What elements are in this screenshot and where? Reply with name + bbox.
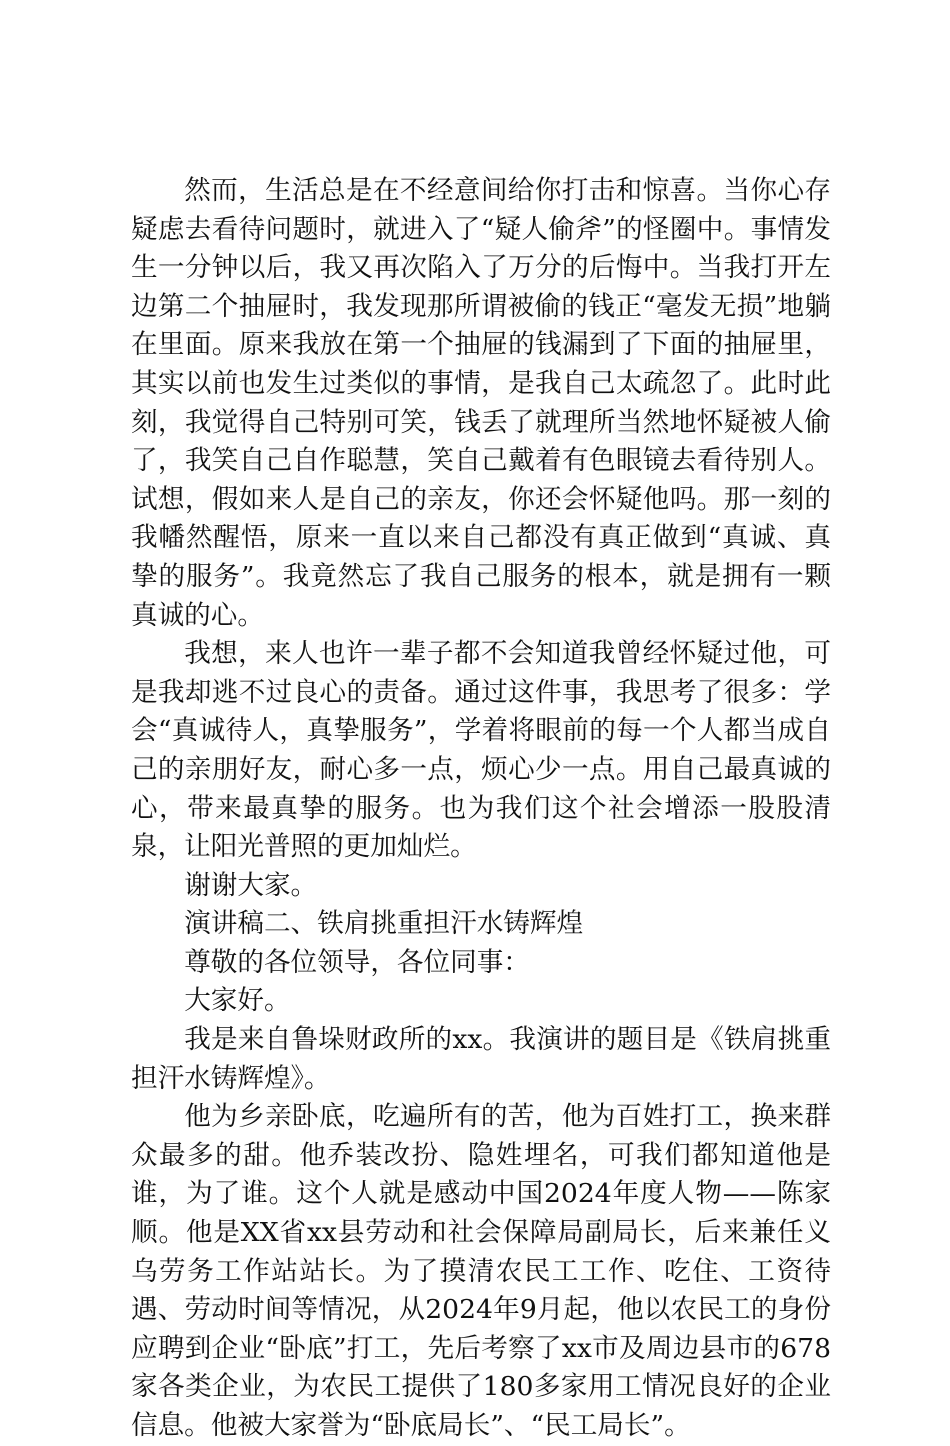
salutation: 尊敬的各位领导，各位同事：: [184, 946, 530, 978]
greeting: 大家好。: [184, 985, 291, 1017]
document-body: [131, 172, 831, 1446]
paragraph-thanks: 谢谢大家。: [184, 869, 318, 901]
paragraph-introduction: 我是来自鲁垛财政所的xx。我演讲的题目是《铁肩挑重担汗水铸辉煌》。: [131, 1024, 831, 1094]
speech-two-heading: 演讲稿二、铁肩挑重担汗水铸辉煌: [184, 908, 584, 940]
paragraph-reflection: 我想，来人也许一辈子都不会知道我曾经怀疑过他，可是我却逃不过良心的责备。通过这件事，我思考了很多：学会“真诚待人，真挚服务”，学着将眼前的每一个人都当成自己的亲朋好友，耐心多一点，烦心少一点。用自己最真诚的心，带来最真挚的服务。也为我们这个社会增添一股股清泉，让阳光普照的更加灿烂。: [131, 638, 831, 863]
paragraph-suspicion-resolved: 然而，生活总是在不经意间给你打击和惊喜。当你心存疑虑去看待问题时，就进入了“疑人偷斧”的怪圈中。事情发生一分钟以后，我又再次陷入了万分的后悔中。当我打开左边第二个抽屉时，我发现那所谓被偷的钱正“毫发无损”地躺在里面。原来我放在第一个抽屉的钱漏到了下面的抽屉里，其实以前也发生过类似的事情，是我自己太疏忽了。此时此刻，我觉得自己特别可笑，钱丢了就理所当然地怀疑被人偷了，我笑自己自作聪慧，笑自己戴着有色眼镜去看待别人。试想，假如来人是自己的亲友，你还会怀疑他吗。那一刻的我幡然醒悟，原来一直以来自己都没有真正做到“真诚、真挚的服务”。我竟然忘了我自己服务的根本，就是拥有一颗真诚的心。: [131, 175, 831, 631]
paragraph-chen-jiashun: 他为乡亲卧底，吃遍所有的苦，他为百姓打工，换来群众最多的甜。他乔装改扮、隐姓埋名，可我们都知道他是谁，为了谁。这个人就是感动中国2024年度人物——陈家顺。他是XX省xx县劳动和社会保障局副局长，后来兼任义乌劳务工作站站长。为了摸清农民工工作、吃住、工资待遇、劳动时间等情况，从2024年9月起，他以农民工的身份应聘到企业“卧底”打工，先后考察了xx市及周边县市的678家各类企业，为农民工提供了180多家用工情况良好的企业信息。他被大家誉为“卧底局长”、“民工局长”。: [131, 1101, 831, 1441]
